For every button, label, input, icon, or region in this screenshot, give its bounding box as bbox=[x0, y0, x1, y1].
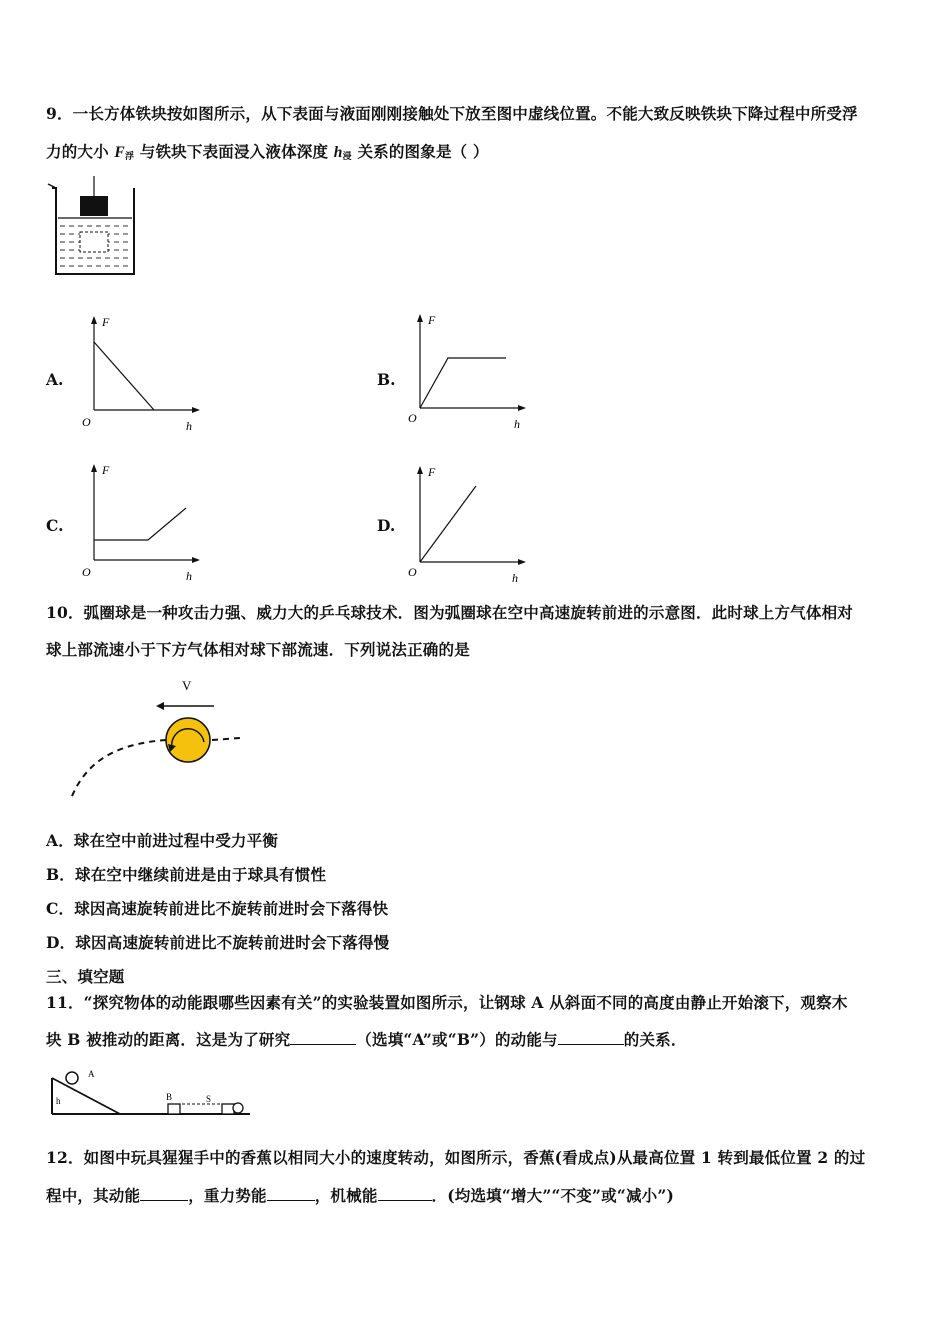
q9-option-a-label[interactable]: A. bbox=[46, 370, 64, 389]
q10-option-c[interactable]: C．球因高速旋转前进比不旋转前进时会下落得快 bbox=[46, 899, 389, 918]
ramp-figure bbox=[46, 1064, 256, 1122]
q12-line2 bbox=[46, 1184, 674, 1206]
y-label: F bbox=[428, 465, 436, 479]
ball-a bbox=[66, 1072, 78, 1084]
q9-option-b-label[interactable]: B. bbox=[377, 370, 396, 389]
q12-blank-1[interactable] bbox=[140, 1186, 188, 1201]
q9-line2-c: 关系的图象是（ ） bbox=[357, 142, 489, 161]
y-label: F bbox=[102, 315, 110, 329]
spin-ball-figure bbox=[64, 672, 254, 802]
q9-line1: 9．一长方体铁块按如图所示，从下表面与液面刚刚接触处下放至图中虚线位置。不能大致反映铁块下降过程中所受浮 bbox=[46, 104, 858, 123]
q11-line2-c: 的关系． bbox=[623, 1030, 687, 1049]
section-3-heading: 三、填空题 bbox=[46, 967, 125, 986]
graph-d-line bbox=[420, 486, 476, 562]
label-b: B bbox=[166, 1092, 173, 1102]
q10-option-b[interactable]: B．球在空中继续前进是由于球具有惯性 bbox=[46, 865, 327, 884]
graph-b-line bbox=[420, 358, 506, 408]
q9-h-symbol: h bbox=[333, 144, 343, 161]
label-s: S bbox=[206, 1094, 212, 1104]
q11-blank-2[interactable] bbox=[558, 1030, 624, 1045]
q12-line2-c: ，机械能 bbox=[314, 1186, 378, 1205]
label-a: A bbox=[88, 1069, 95, 1079]
q9-graph-c[interactable] bbox=[76, 460, 206, 584]
trajectory-path bbox=[72, 740, 166, 796]
q9-graph-d[interactable] bbox=[404, 462, 534, 586]
y-label: F bbox=[428, 313, 436, 327]
q9-F-symbol: F bbox=[114, 144, 125, 161]
q12-line1: 12．如图中玩具猩猩手中的香蕉以相同大小的速度转动，如图所示，香蕉(看成点)从最高位置 1 转到最低位置 2 的过 bbox=[46, 1148, 866, 1167]
origin-label: O bbox=[82, 565, 91, 579]
q11-line1: 11．“探究物体的动能跟哪些因素有关”的实验装置如图所示，让钢球 A 从斜面不同的高度由静止开始滚下，观察木 bbox=[46, 993, 848, 1012]
label-h: h bbox=[56, 1096, 61, 1106]
q11-line2 bbox=[46, 1028, 687, 1050]
q9-line2 bbox=[46, 140, 489, 162]
q12-line2-a: 程中，其动能 bbox=[46, 1186, 141, 1205]
q12-line2-b: ，重力势能 bbox=[188, 1186, 267, 1205]
origin-label: O bbox=[408, 411, 417, 425]
q9-line2-b: 与铁块下表面浸入液体深度 bbox=[139, 142, 329, 161]
q12-blank-3[interactable] bbox=[378, 1186, 432, 1201]
y-label: F bbox=[102, 463, 110, 477]
x-label: h bbox=[514, 417, 520, 431]
q11-line2-b: （选填“A”或“B”）的动能与 bbox=[356, 1030, 558, 1049]
q9-F-sub: 浮 bbox=[124, 152, 135, 162]
ramp-slope bbox=[52, 1078, 120, 1114]
block-b bbox=[168, 1104, 180, 1114]
q9-line2-a: 力的大小 bbox=[46, 142, 109, 161]
q12-blank-2[interactable] bbox=[267, 1186, 315, 1201]
beaker-figure bbox=[46, 176, 136, 280]
graph-c-line bbox=[94, 508, 186, 540]
graph-a-line bbox=[94, 342, 154, 410]
q10-option-d[interactable]: D．球因高速旋转前进比不旋转前进时会下落得慢 bbox=[46, 933, 390, 952]
x-label: h bbox=[186, 569, 192, 583]
q9-graph-a[interactable] bbox=[76, 312, 206, 434]
q10-option-a[interactable]: A．球在空中前进过程中受力平衡 bbox=[46, 831, 279, 850]
q9-option-c-label[interactable]: C. bbox=[46, 516, 64, 535]
velocity-label: V bbox=[182, 678, 192, 693]
q9-h-sub: 浸 bbox=[342, 152, 352, 162]
q10-line2: 球上部流速小于下方气体相对球下部流速．下列说法正确的是 bbox=[46, 640, 470, 659]
q12-line2-d: ．(均选填“增大”“不变”或“减小”) bbox=[431, 1186, 674, 1205]
q11-blank-1[interactable] bbox=[290, 1030, 356, 1045]
q11-line2-a: 块 B 被推动的距离．这是为了研究 bbox=[46, 1030, 291, 1049]
x-label: h bbox=[186, 419, 192, 433]
q10-line1: 10．弧圈球是一种攻击力强、威力大的乒乓球技术．图为弧圈球在空中高速旋转前进的示意图．此时球上方气体相对 bbox=[46, 603, 853, 622]
q9-graph-b[interactable] bbox=[404, 310, 534, 432]
origin-label: O bbox=[82, 415, 91, 429]
origin-label: O bbox=[408, 565, 417, 579]
x-label: h bbox=[512, 571, 518, 585]
q9-option-d-label[interactable]: D. bbox=[377, 516, 396, 535]
